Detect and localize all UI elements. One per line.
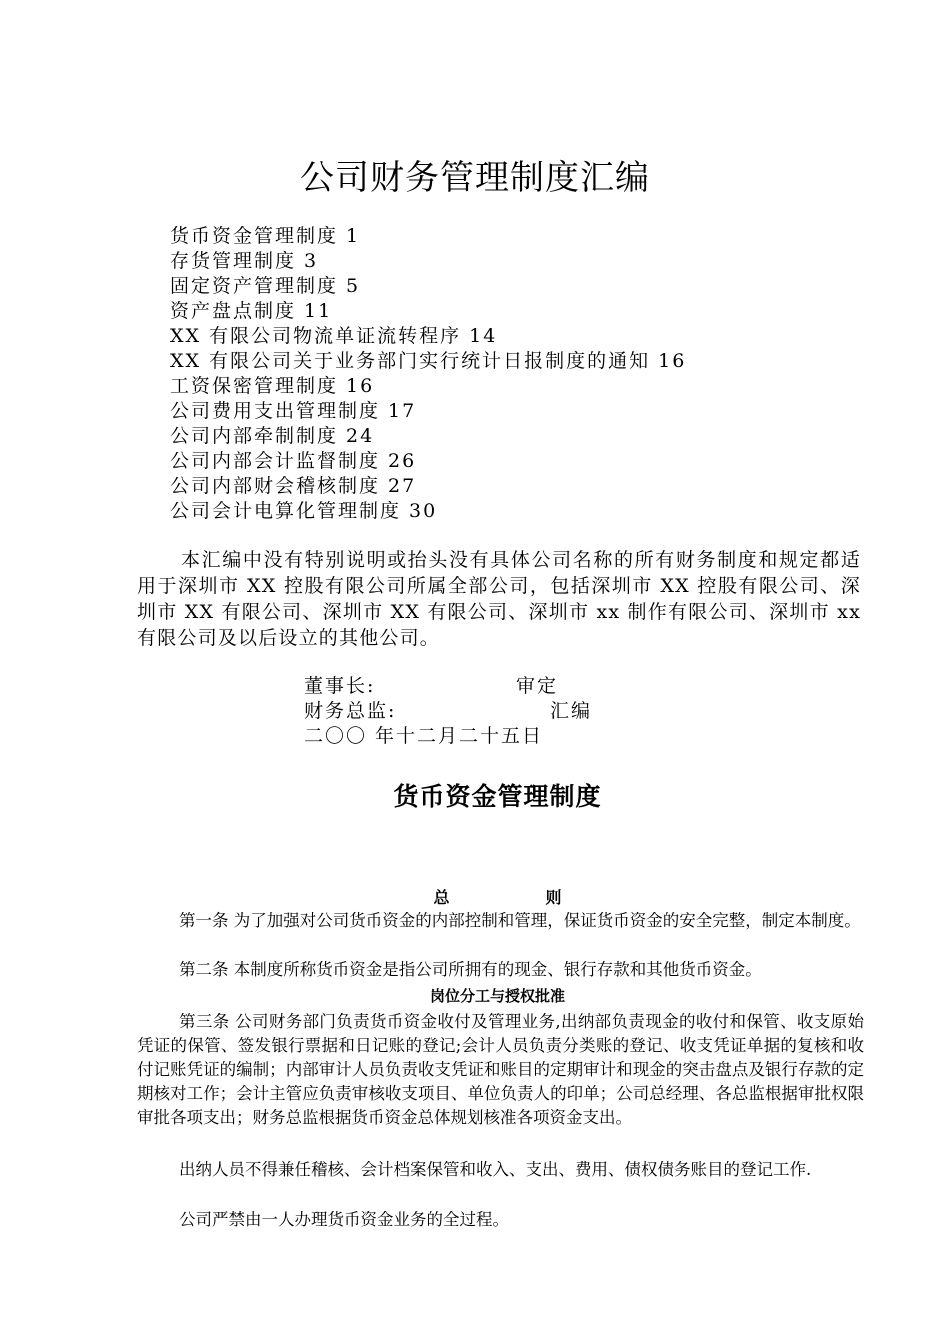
chapter-heading-left: 总 — [433, 888, 450, 907]
toc-item: 货币资金管理制度 1 — [170, 225, 361, 247]
toc-item: 公司内部财会稽核制度 27 — [170, 475, 417, 497]
article-2: 第二条 本制度所称货币资金是指公司所拥有的现金、银行存款和其他货币资金。 — [179, 960, 762, 979]
paragraph-5: 公司严禁由一人办理货币资金业务的全过程。 — [179, 1210, 509, 1229]
paragraph-4: 出纳人员不得兼任稽核、会计档案保管和收入、支出、费用、债权债务账目的登记工作. — [179, 1160, 812, 1179]
section-title: 货币资金管理制度 — [393, 782, 602, 811]
toc-item: 存货管理制度 3 — [170, 250, 319, 272]
chairman-label: 董事长: — [304, 675, 376, 697]
cfo-label: 财务总监: — [304, 700, 397, 722]
article-1: 第一条 为了加强对公司货币资金的内部控制和管理，保证货币资金的安全完整，制定本制度。 — [179, 911, 861, 930]
document-title: 公司财务管理制度汇编 — [300, 158, 650, 198]
toc-item: 公司内部会计监督制度 26 — [170, 450, 417, 472]
sub-heading: 岗位分工与授权批准 — [429, 987, 565, 1005]
toc-item: 公司费用支出管理制度 17 — [170, 400, 417, 422]
chairman-signature-line — [304, 673, 559, 699]
chairman-action: 审定 — [516, 675, 559, 697]
cfo-signature-line — [304, 698, 593, 724]
toc-item: XX 有限公司物流单证流转程序 14 — [170, 325, 498, 347]
toc-item: 工资保密管理制度 16 — [170, 375, 375, 397]
cfo-action: 汇编 — [550, 700, 593, 722]
toc-item: 公司内部牵制制度 24 — [170, 425, 375, 447]
toc-item: 公司会计电算化管理制度 30 — [170, 500, 438, 522]
signature-date: 二〇〇 年十二月二十五日 — [304, 725, 544, 747]
toc-item: XX 有限公司关于业务部门实行统计日报制度的通知 16 — [170, 350, 687, 372]
chapter-heading — [0, 885, 950, 908]
article-3: 第三条 公司财务部门负责货币资金收付及管理业务,出纳部负责现金的收付和保管、收支原始凭证的保管、签发银行票据和日记账的登记;会计人员负责分类账的登记、收支凭证单据的复核和收付记账凭证的编制；内部审计人员负责收支凭证和账目的定期审计和现金的突击盘点及银行存款的定期核对工作；会计主管应负责审核收支项目、单位负责人的印单；公司总经理、各总监根据审批权限审批各项支出；财务总监根据货币资金总体规划核准各项资金支出。 — [137, 1012, 864, 1127]
toc-item: 固定资产管理制度 5 — [170, 275, 361, 297]
chapter-heading-right: 则 — [545, 888, 562, 907]
table-of-contents — [170, 224, 686, 524]
intro-paragraph: 本汇编中没有特别说明或抬头没有具体公司名称的所有财务制度和规定都适用于深圳市 XX 控股有限公司所属全部公司，包括深圳市 XX 控股有限公司、深圳市 XX 有限公司、深圳市 XX 有限公司、深圳市 xx 制作有限公司、深圳市 xx 有限公司及以后设立的其他公司。 — [137, 549, 861, 649]
toc-item: 资产盘点制度 11 — [170, 300, 333, 322]
